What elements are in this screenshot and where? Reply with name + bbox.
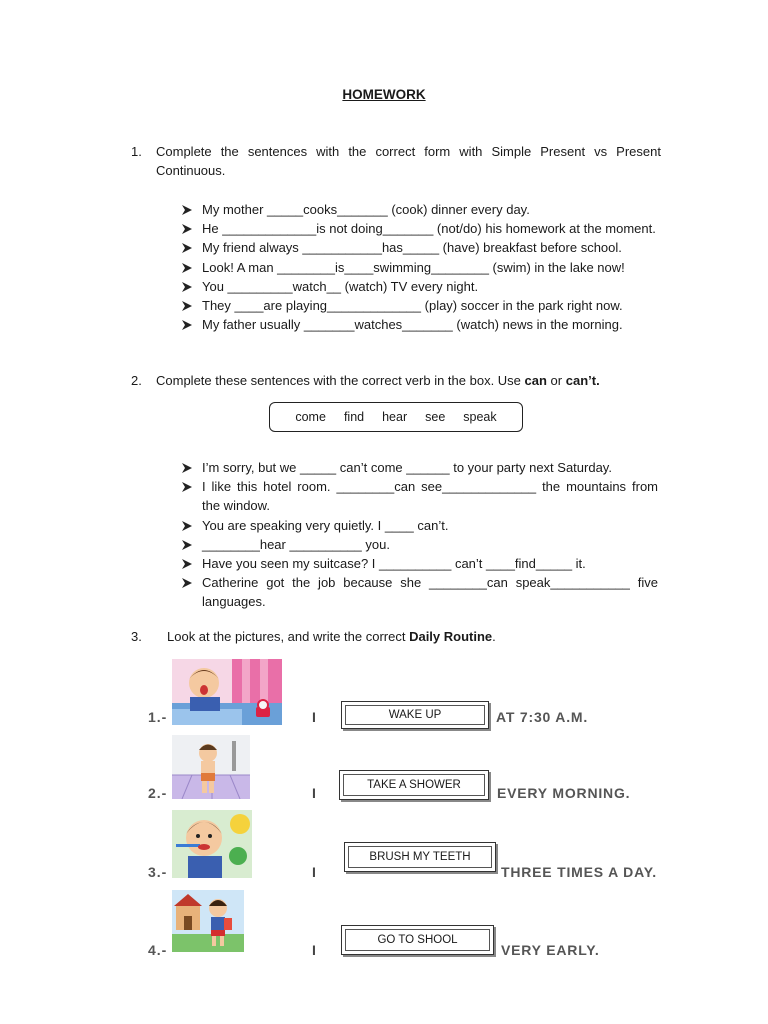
question-text: Look at the pictures, and write the correct Daily Routine. <box>167 629 496 644</box>
routine-time-text: AT 7:30 A.M. <box>496 709 589 725</box>
pronoun-label: I <box>312 709 316 725</box>
arrow-bullet-icon <box>182 482 192 492</box>
routine-time-text: VERY EARLY. <box>501 942 600 958</box>
list-item: I’m sorry, but we _____ can’t come ______ to your party next Saturday. <box>180 458 658 477</box>
word-box-item: see <box>425 410 446 424</box>
list-item: They ____are playing_____________ (play) soccer in the park right now. <box>180 296 658 315</box>
list-item: I like this hotel room. ________can see_____________ the mountains from the window. <box>180 477 658 515</box>
word-box <box>269 402 523 432</box>
row-number: 4.- <box>148 942 168 958</box>
word-box-item: speak <box>463 410 497 424</box>
list-item: You are speaking very quietly. I ____ can’t. <box>180 516 658 535</box>
question-2 <box>131 371 661 391</box>
row-number: 1.- <box>148 709 168 725</box>
row-number: 3.- <box>148 864 168 880</box>
list-item: ________hear __________ you. <box>180 535 658 554</box>
answer-box: WAKE UP <box>341 701 489 729</box>
pronoun-label: I <box>312 942 316 958</box>
answer-box: BRUSH MY TEETH <box>344 842 496 872</box>
word-box-item: find <box>343 410 365 424</box>
list-item: My father usually _______watches_______ (watch) news in the morning. <box>180 315 658 334</box>
list-item: Catherine got the job because she ________can speak___________ five languages. <box>180 573 658 611</box>
arrow-bullet-icon <box>182 521 192 531</box>
arrow-bullet-icon <box>182 205 192 215</box>
list-item: He _____________is not doing_______ (not/do) his homework at the moment. <box>180 219 658 238</box>
word-box-item: come <box>295 410 326 424</box>
arrow-bullet-icon <box>182 578 192 588</box>
question-number: 1. <box>131 144 142 159</box>
question-number: 3. <box>131 629 142 644</box>
question-2-list <box>180 458 658 612</box>
go-to-school-picture <box>172 890 244 952</box>
list-item: You _________watch__ (watch) TV every night. <box>180 277 658 296</box>
pronoun-label: I <box>312 785 316 801</box>
shower-picture <box>172 735 250 799</box>
question-text: Complete these sentences with the correct verb in the box. Use can or can’t. <box>156 373 600 388</box>
arrow-bullet-icon <box>182 463 192 473</box>
page-title: HOMEWORK <box>342 87 426 102</box>
list-item: Have you seen my suitcase? I __________ can’t ____find_____ it. <box>180 554 658 573</box>
row-number: 2.- <box>148 785 168 801</box>
routine-time-text: THREE TIMES A DAY. <box>501 864 657 880</box>
arrow-bullet-icon <box>182 243 192 253</box>
arrow-bullet-icon <box>182 224 192 234</box>
arrow-bullet-icon <box>182 540 192 550</box>
wake-up-picture <box>172 659 282 725</box>
arrow-bullet-icon <box>182 559 192 569</box>
arrow-bullet-icon <box>182 282 192 292</box>
question-1-list <box>180 200 658 334</box>
list-item: My mother _____cooks_______ (cook) dinner every day. <box>180 200 658 219</box>
arrow-bullet-icon <box>182 301 192 311</box>
question-text: Complete the sentences with the correct form with Simple Present vs Present Continuous. <box>156 144 661 178</box>
question-1 <box>131 142 661 182</box>
routine-time-text: EVERY MORNING. <box>497 785 631 801</box>
answer-box: GO TO SHOOL <box>341 925 494 955</box>
answer-box: TAKE A SHOWER <box>339 770 489 800</box>
pronoun-label: I <box>312 864 316 880</box>
list-item: Look! A man ________is____swimming________ (swim) in the lake now! <box>180 258 658 277</box>
arrow-bullet-icon <box>182 263 192 273</box>
brush-teeth-picture <box>172 810 252 878</box>
question-number: 2. <box>131 373 142 388</box>
list-item: My friend always ___________has_____ (have) breakfast before school. <box>180 238 658 257</box>
word-box-item: hear <box>382 410 408 424</box>
arrow-bullet-icon <box>182 320 192 330</box>
